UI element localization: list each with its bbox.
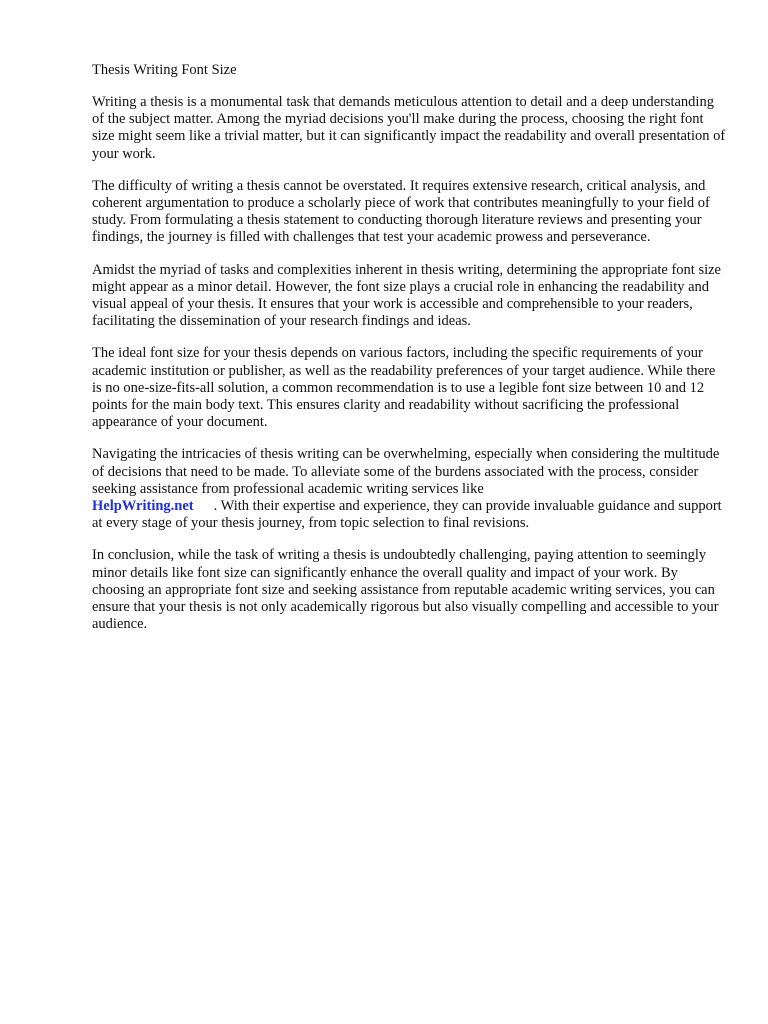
paragraph-ideal-font-size: The ideal font size for your thesis depends on various factors, including the specific requirements of your academic institution or publisher, as well as the readability preferences of your target audience. While there is no one-size-fits-all solution, a common recommendation is to use a legible font size between 10 and 12 points for the main body text. This ensures clarity and readability without sacrificing the professional appearance of your document. xyxy=(92,345,716,431)
paragraph-difficulty: The difficulty of writing a thesis cannot be overstated. It requires extensive research, critical analysis, and coherent argumentation to produce a scholarly piece of work that contributes meaningfully to your field of study. From formulating a thesis statement to conducting thorough literature reviews and presenting your findings, the journey is filled with challenges that test your academic prowess and perseverance. xyxy=(92,177,710,246)
assistance-text-after: . With their expertise and experience, they can provide invaluable guidance and support at every stage of your thesis journey, from topic selection to final revisions. xyxy=(92,498,722,532)
paragraph-assistance xyxy=(92,446,728,532)
helpwriting-link[interactable]: HelpWriting.net xyxy=(92,498,194,515)
paragraph-font-size-role: Amidst the myriad of tasks and complexities inherent in thesis writing, determining the appropriate font size might appear as a minor detail. However, the font size plays a crucial role in enhancing the readability and visual appeal of your thesis. It ensures that your work is accessible and comprehensible to your readers, facilitating the dissemination of your research findings and ideas. xyxy=(92,261,721,330)
document-title: Thesis Writing Font Size xyxy=(92,62,237,78)
assistance-text-before: Navigating the intricacies of thesis writing can be overwhelming, especially when considering the multitude of decisions that need to be made. To alleviate some of the burdens associated with the process, consider seeking assistance from professional academic writing services like xyxy=(92,446,720,497)
paragraph-intro: Writing a thesis is a monumental task that demands meticulous attention to detail and a deep understanding of the subject matter. Among the myriad decisions you'll make during the process, choosing the right font size might seem like a trivial matter, but it can significantly impact the readability and overall presentation of your work. xyxy=(92,94,726,162)
paragraph-conclusion: In conclusion, while the task of writing a thesis is undoubtedly challenging, paying attention to seemingly minor details like font size can significantly enhance the overall quality and impact of your work. By choosing an appropriate font size and seeking assistance from reputable academic writing services, you can ensure that your thesis is not only academically rigorous but also visually compelling and accessible to your audience. xyxy=(92,547,719,633)
